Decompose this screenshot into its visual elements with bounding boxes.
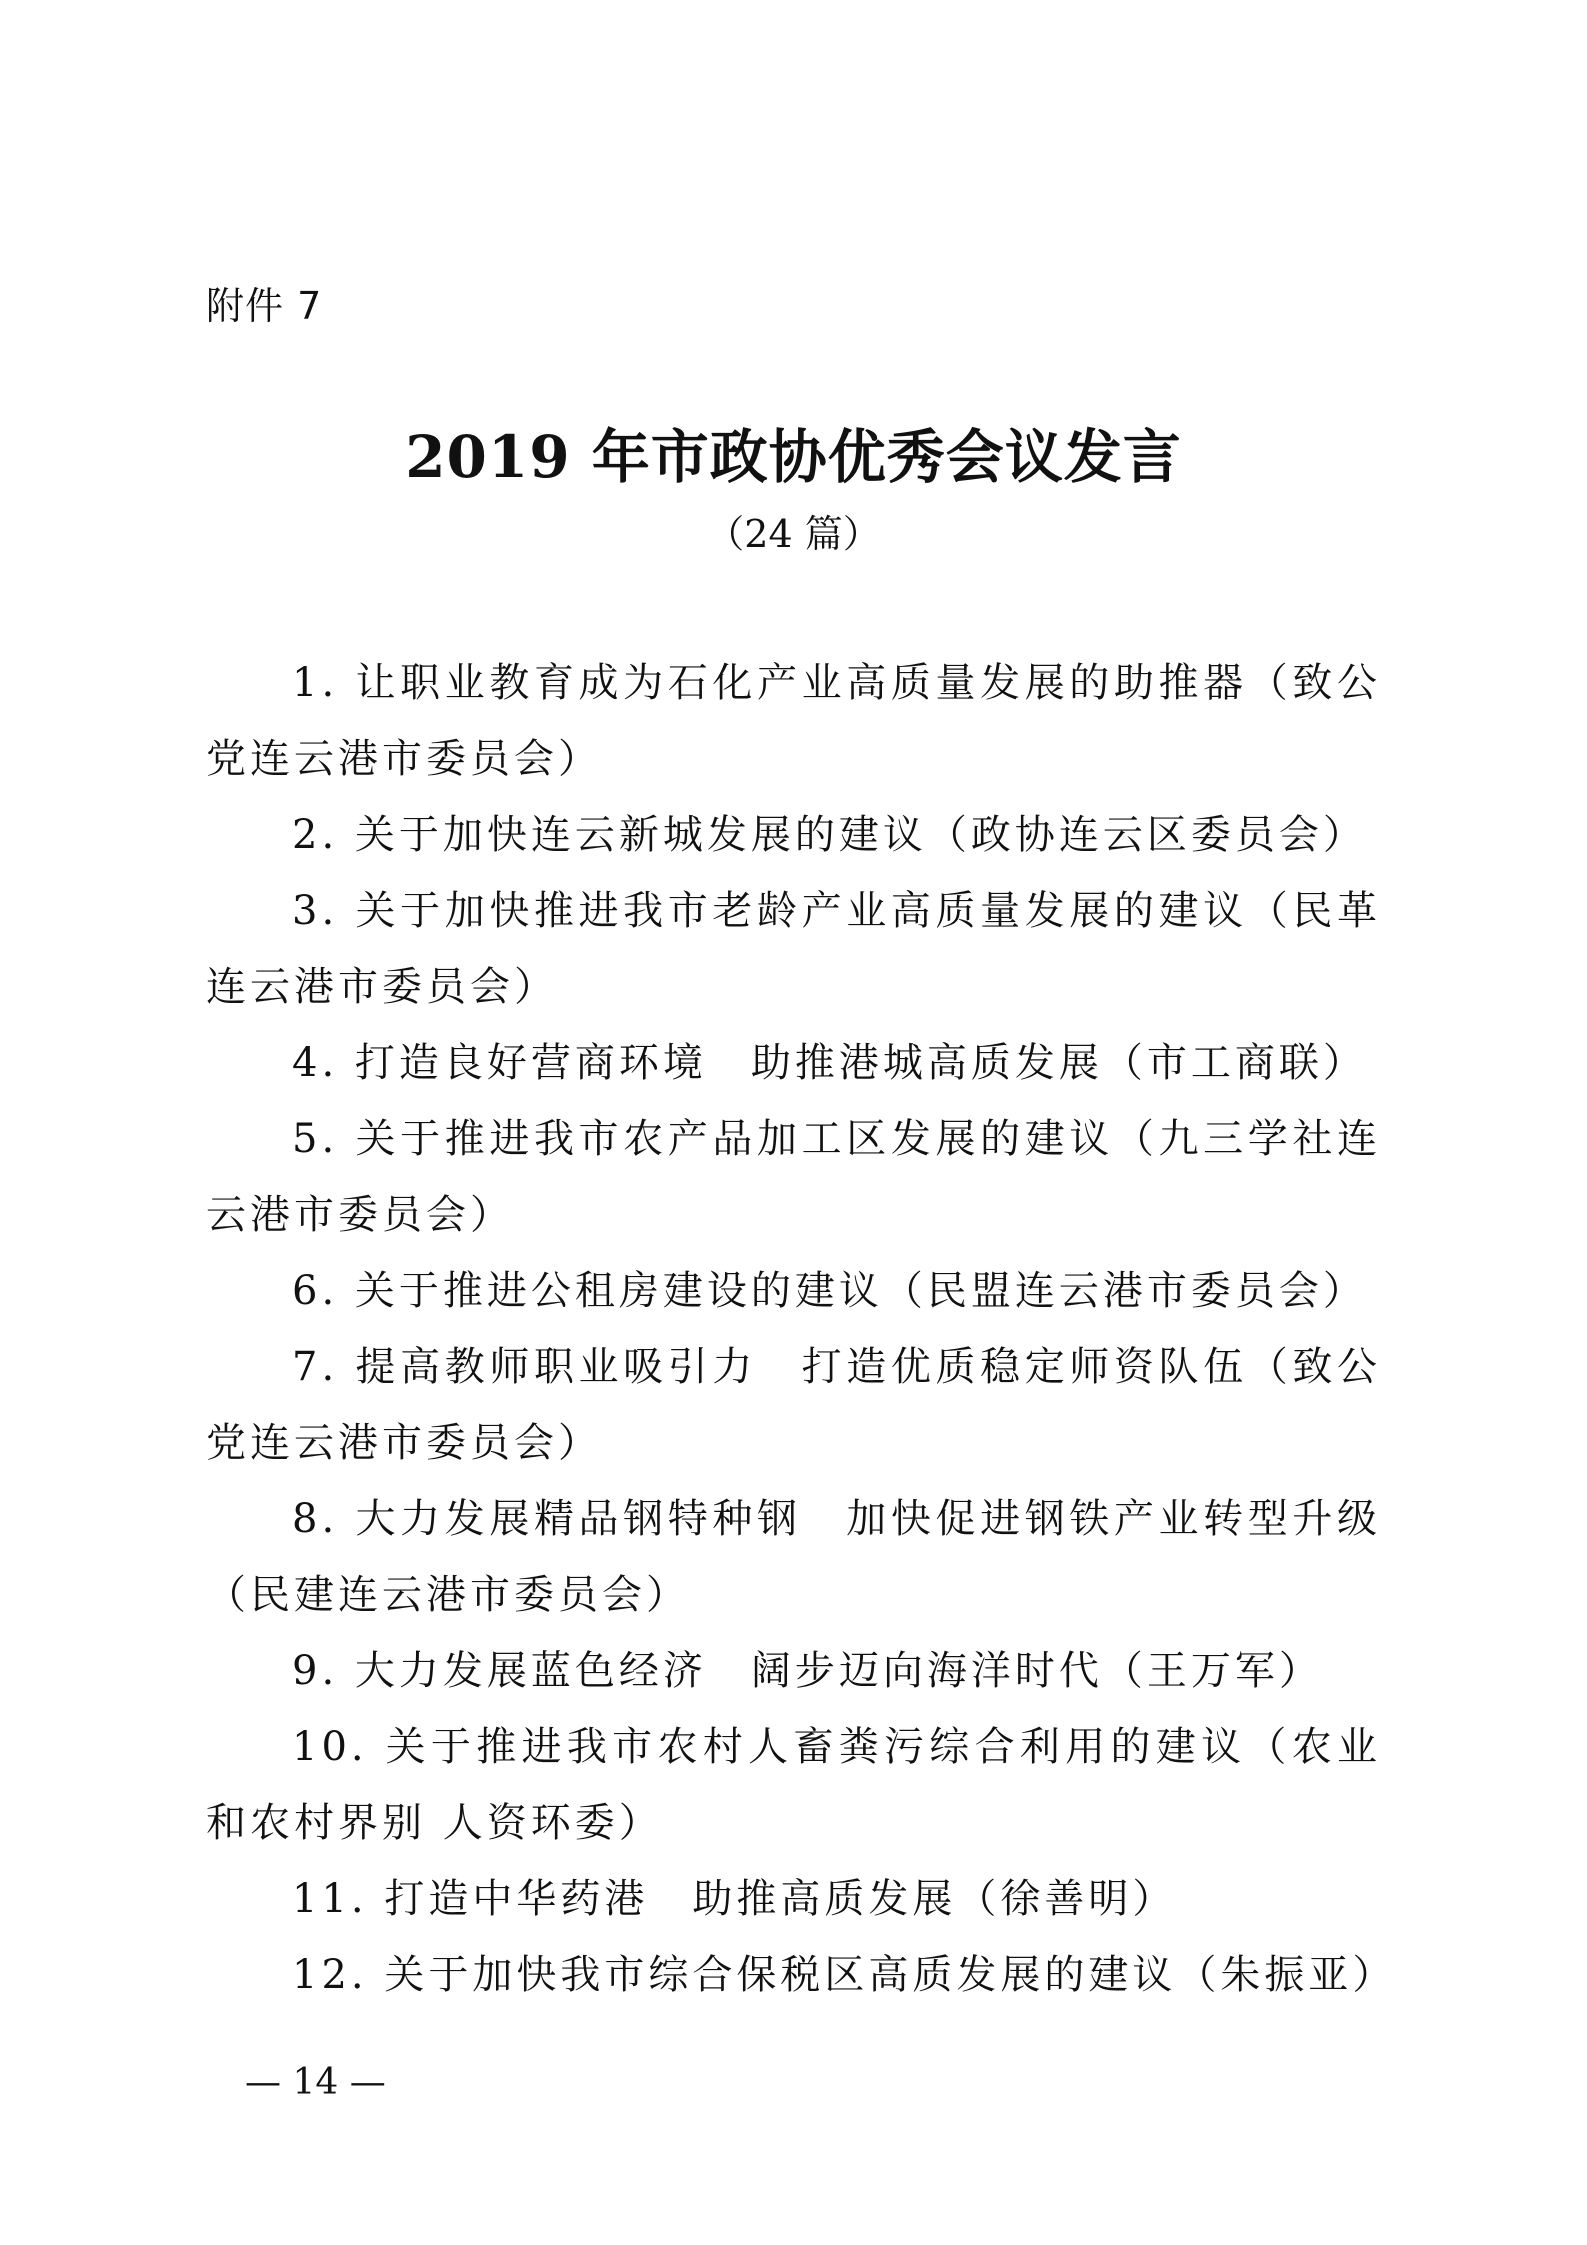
list-item: 7. 提高教师职业吸引力 打造优质稳定师资队伍（致公党连云港市委员会） [206, 1344, 1381, 1466]
document-title: 2019 年市政协优秀会议发言 [405, 423, 1182, 491]
list-item: 2. 关于加快连云新城发展的建议（政协连云区委员会） [292, 812, 1367, 858]
list-item: 6. 关于推进公租房建设的建议（民盟连云港市委员会） [292, 1268, 1367, 1314]
speech-list [206, 645, 1397, 2013]
list-item: 8. 大力发展精品钢特种钢 加快促进钢铁产业转型升级（民建连云港市委员会） [206, 1496, 1381, 1618]
document-subtitle: （24 篇） [706, 512, 881, 556]
list-item: 5. 关于推进我市农产品加工区发展的建议（九三学社连云港市委员会） [206, 1116, 1381, 1238]
list-item: 10. 关于推进我市农村人畜粪污综合利用的建议（农业和农村界别 人资环委） [206, 1724, 1381, 1846]
attachment-label: 附件 7 [206, 284, 323, 328]
list-item: 3. 关于加快推进我市老龄产业高质量发展的建议（民革连云港市委员会） [206, 888, 1381, 1010]
list-item: 1. 让职业教育成为石化产业高质量发展的助推器（致公党连云港市委员会） [206, 660, 1381, 782]
list-item: 12. 关于加快我市综合保税区高质发展的建议（朱振亚） [292, 1952, 1397, 1998]
list-item: 11. 打造中华药港 助推高质发展（徐善明） [292, 1876, 1177, 1922]
list-item: 9. 大力发展蓝色经济 阔步迈向海洋时代（王万军） [292, 1648, 1323, 1694]
list-item: 4. 打造良好营商环境 助推港城高质发展（市工商联） [292, 1040, 1367, 1086]
page-number: — 14 — [245, 2062, 386, 2103]
